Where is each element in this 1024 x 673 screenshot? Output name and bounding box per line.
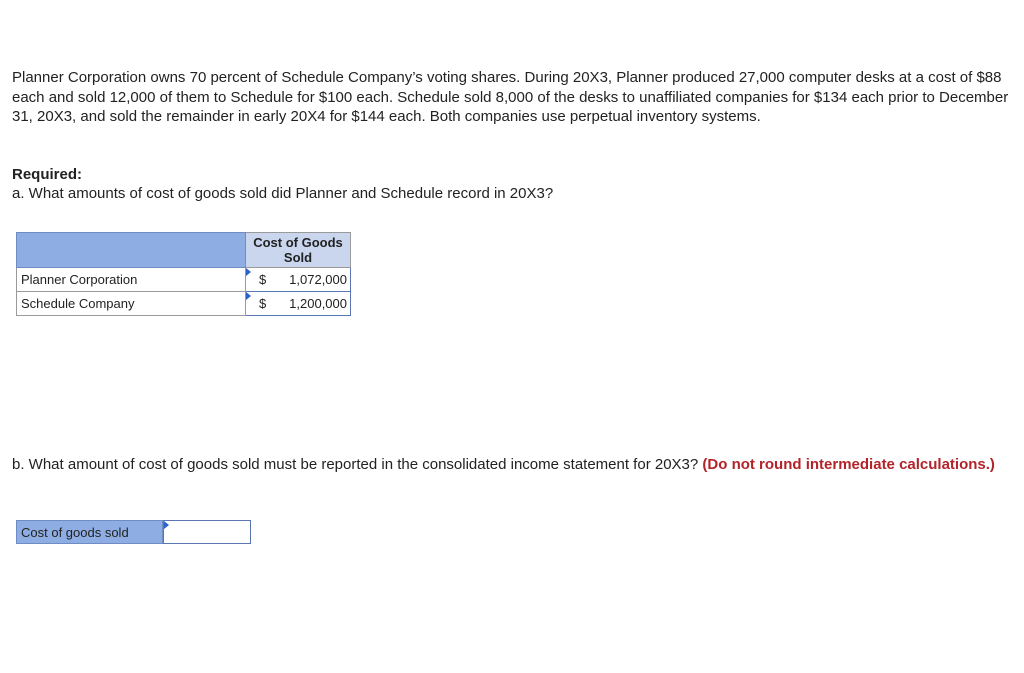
consolidated-cogs-label: Cost of goods sold: [16, 520, 163, 544]
consolidated-cogs-input[interactable]: [163, 520, 251, 544]
question-b-note: (Do not round intermediate calculations.): [702, 456, 995, 473]
row-label-planner: Planner Corporation: [17, 268, 246, 292]
column-header-cogs: Cost of Goods Sold: [246, 233, 351, 268]
currency-symbol: $: [259, 296, 267, 311]
table-row: [17, 292, 351, 316]
cogs-table-a: [16, 232, 351, 316]
problem-statement: Planner Corporation owns 70 percent of Schedule Company’s voting shares. During 20X3, Planner produced 27,000 computer desks at a cost of $88 each and sold 12,000 of them to Schedule for $100 each. Schedule sold 8,000 of the desks to unaffiliated companies for $134 each prior to December 31, 20X3, and sold the remainder in early 20X4 for $144 each. Both companies use perpetual inventory systems.: [12, 69, 1009, 125]
planner-cogs-value: 1,072,000: [289, 272, 347, 287]
required-heading: Required:: [12, 166, 83, 183]
row-label-schedule: Schedule Company: [17, 292, 246, 316]
input-marker-icon: [246, 268, 251, 276]
schedule-cogs-input[interactable]: [246, 292, 351, 316]
planner-cogs-input[interactable]: [246, 268, 351, 292]
consolidated-cogs-row: [16, 520, 251, 544]
table-row: [17, 268, 351, 292]
question-b: [12, 455, 1016, 474]
table-header-row: [17, 233, 351, 268]
question-a: a. What amounts of cost of goods sold did Planner and Schedule record in 20X3?: [12, 185, 554, 202]
currency-symbol: $: [259, 272, 267, 287]
header-blank-cell: [17, 233, 246, 268]
schedule-cogs-value: 1,200,000: [289, 296, 347, 311]
input-marker-icon: [246, 292, 251, 300]
question-b-text: b. What amount of cost of goods sold must be reported in the consolidated income statement for 20X3?: [12, 456, 699, 473]
input-marker-icon: [164, 521, 169, 529]
